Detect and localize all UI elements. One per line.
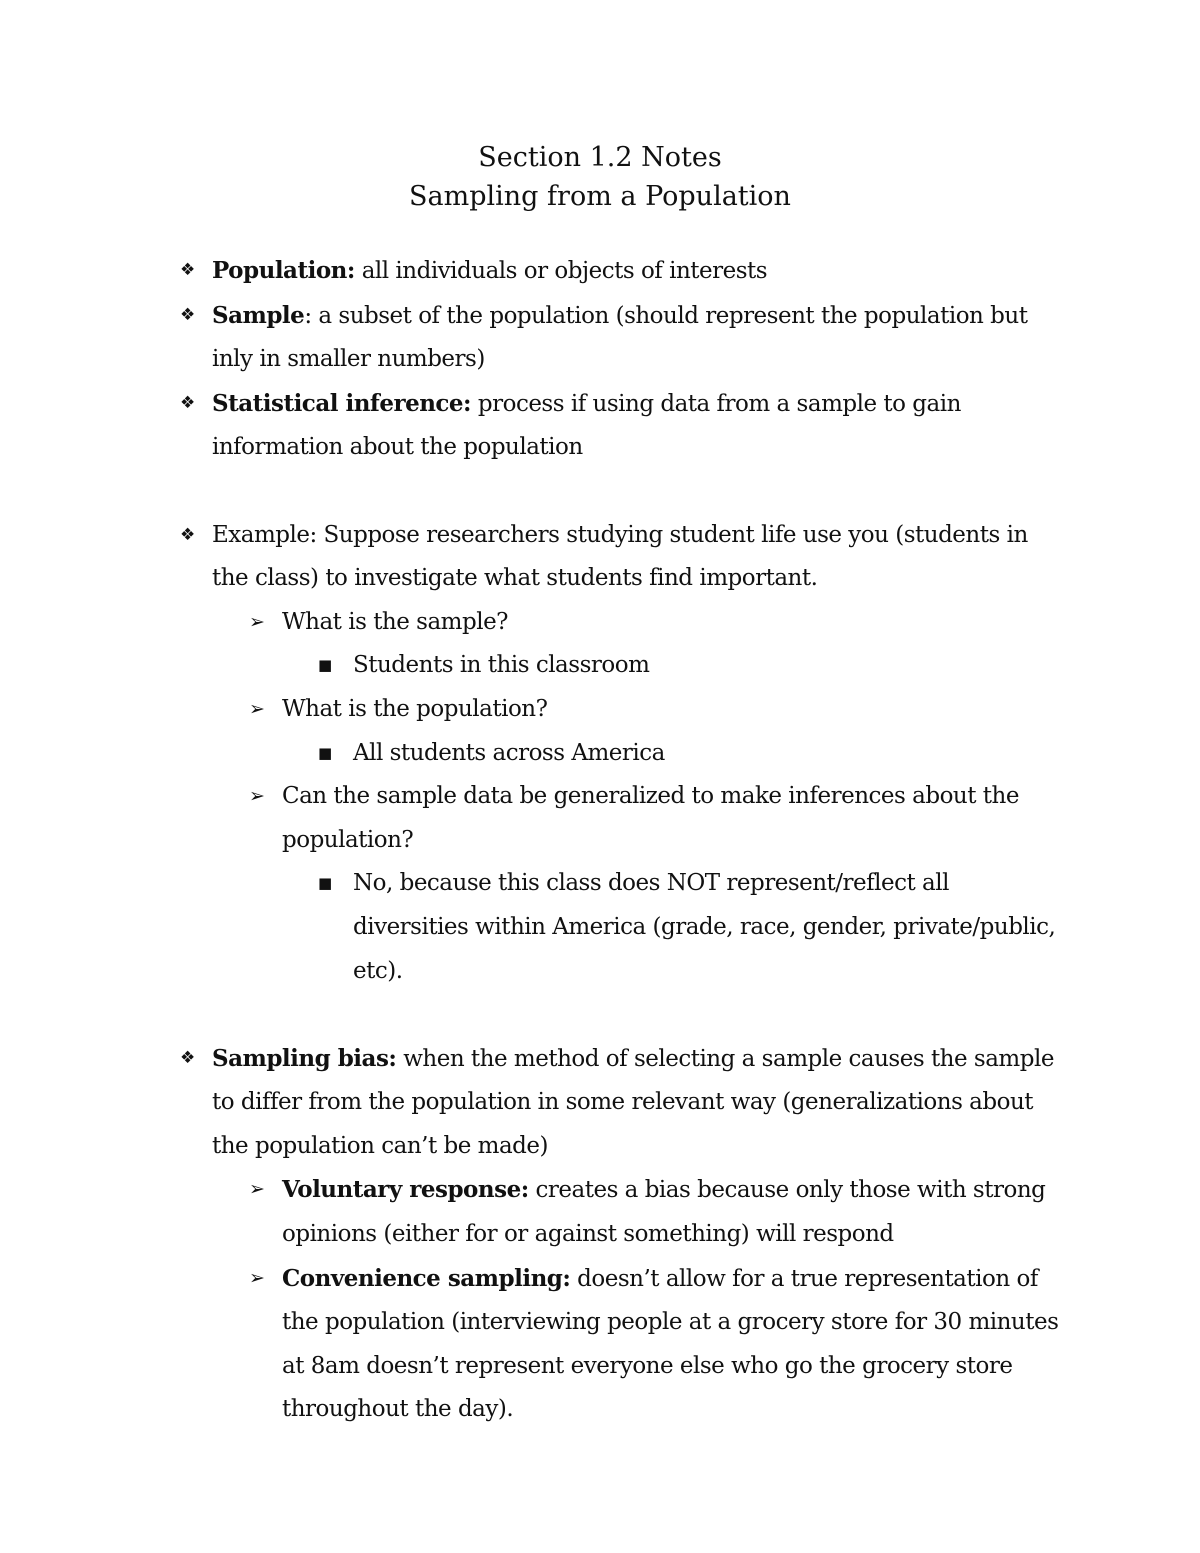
term-population: Population: bbox=[212, 257, 355, 284]
example-answer-sample bbox=[0, 644, 1064, 688]
bias-type-voluntary-response bbox=[0, 1168, 1064, 1256]
definition-sampling-bias bbox=[0, 1037, 1064, 1169]
diamond-bullet-icon: ❖ bbox=[180, 392, 195, 413]
answer-text: No, because this class does NOT represent/reflect all diversities within America (grade, race, gender, private/public, etc). bbox=[353, 870, 1056, 984]
notes-content bbox=[0, 249, 1200, 1432]
example-answer-population bbox=[0, 732, 1064, 776]
arrow-bullet-icon: ➢ bbox=[249, 697, 265, 720]
question-text: Can the sample data be generalized to make inferences about the population? bbox=[282, 783, 1019, 853]
spacer bbox=[0, 993, 1200, 1037]
question-text: What is the population? bbox=[282, 695, 548, 722]
arrow-bullet-icon: ➢ bbox=[249, 1178, 265, 1201]
arrow-bullet-icon: ➢ bbox=[249, 785, 265, 808]
arrow-bullet-icon: ➢ bbox=[249, 1266, 265, 1289]
definition-text-sampling-bias: when the method of selecting a sample causes the sample to differ from the population in some relevant way (generalizations about the population can’t be made) bbox=[212, 1045, 1054, 1159]
title-block bbox=[0, 138, 1200, 216]
term-voluntary-response: Voluntary response: bbox=[282, 1176, 529, 1204]
example-answer-generalize bbox=[0, 862, 1064, 993]
example-question-sample bbox=[0, 601, 1064, 645]
example-question-generalize bbox=[0, 775, 1064, 862]
diamond-bullet-icon: ❖ bbox=[180, 260, 195, 280]
definition-statistical-inference bbox=[0, 382, 1064, 470]
term-sample: Sample bbox=[212, 301, 305, 329]
arrow-bullet-icon: ➢ bbox=[249, 610, 265, 633]
diamond-bullet-icon: ❖ bbox=[180, 1047, 195, 1068]
term-convenience-sampling: Convenience sampling: bbox=[282, 1264, 571, 1292]
example-intro bbox=[0, 514, 1064, 601]
square-bullet-icon: ■ bbox=[318, 743, 332, 762]
page-subtitle: Sampling from a Population bbox=[409, 181, 791, 212]
spacer bbox=[0, 470, 1200, 514]
term-sampling-bias: Sampling bias: bbox=[212, 1044, 397, 1072]
answer-text: Students in this classroom bbox=[353, 652, 650, 679]
definition-population bbox=[0, 249, 1064, 294]
square-bullet-icon: ■ bbox=[318, 656, 332, 675]
question-text: What is the sample? bbox=[282, 608, 509, 635]
definition-text-convenience-sampling: doesn’t allow for a true representation of the population (interviewing people at a grocery store for 30 minutes at 8am doesn’t represent everyone else who go the grocery store throughout the day). bbox=[282, 1265, 1059, 1423]
definition-text-population: all individuals or objects of interests bbox=[354, 258, 768, 284]
answer-text: All students across America bbox=[353, 739, 665, 766]
definition-text-sample: : a subset of the population (should represent the population but inly in smaller numbers) bbox=[212, 302, 1028, 373]
square-bullet-icon: ■ bbox=[318, 874, 332, 893]
term-statistical-inference: Statistical inference: bbox=[212, 389, 472, 417]
example-intro-text: Example: Suppose researchers studying student life use you (students in the class) to investigate what students find important. bbox=[212, 521, 1028, 592]
definition-sample bbox=[0, 294, 1064, 382]
diamond-bullet-icon: ❖ bbox=[180, 524, 195, 545]
diamond-bullet-icon: ❖ bbox=[180, 304, 195, 325]
example-question-population bbox=[0, 688, 1064, 732]
bias-type-convenience-sampling bbox=[0, 1257, 1064, 1432]
page-title: Section 1.2 Notes bbox=[478, 142, 722, 173]
definition-text-voluntary-response: creates a bias because only those with strong opinions (either for or against something) will respond bbox=[282, 1177, 1046, 1248]
definition-text-statistical-inference: process if using data from a sample to gain information about the population bbox=[212, 390, 961, 461]
